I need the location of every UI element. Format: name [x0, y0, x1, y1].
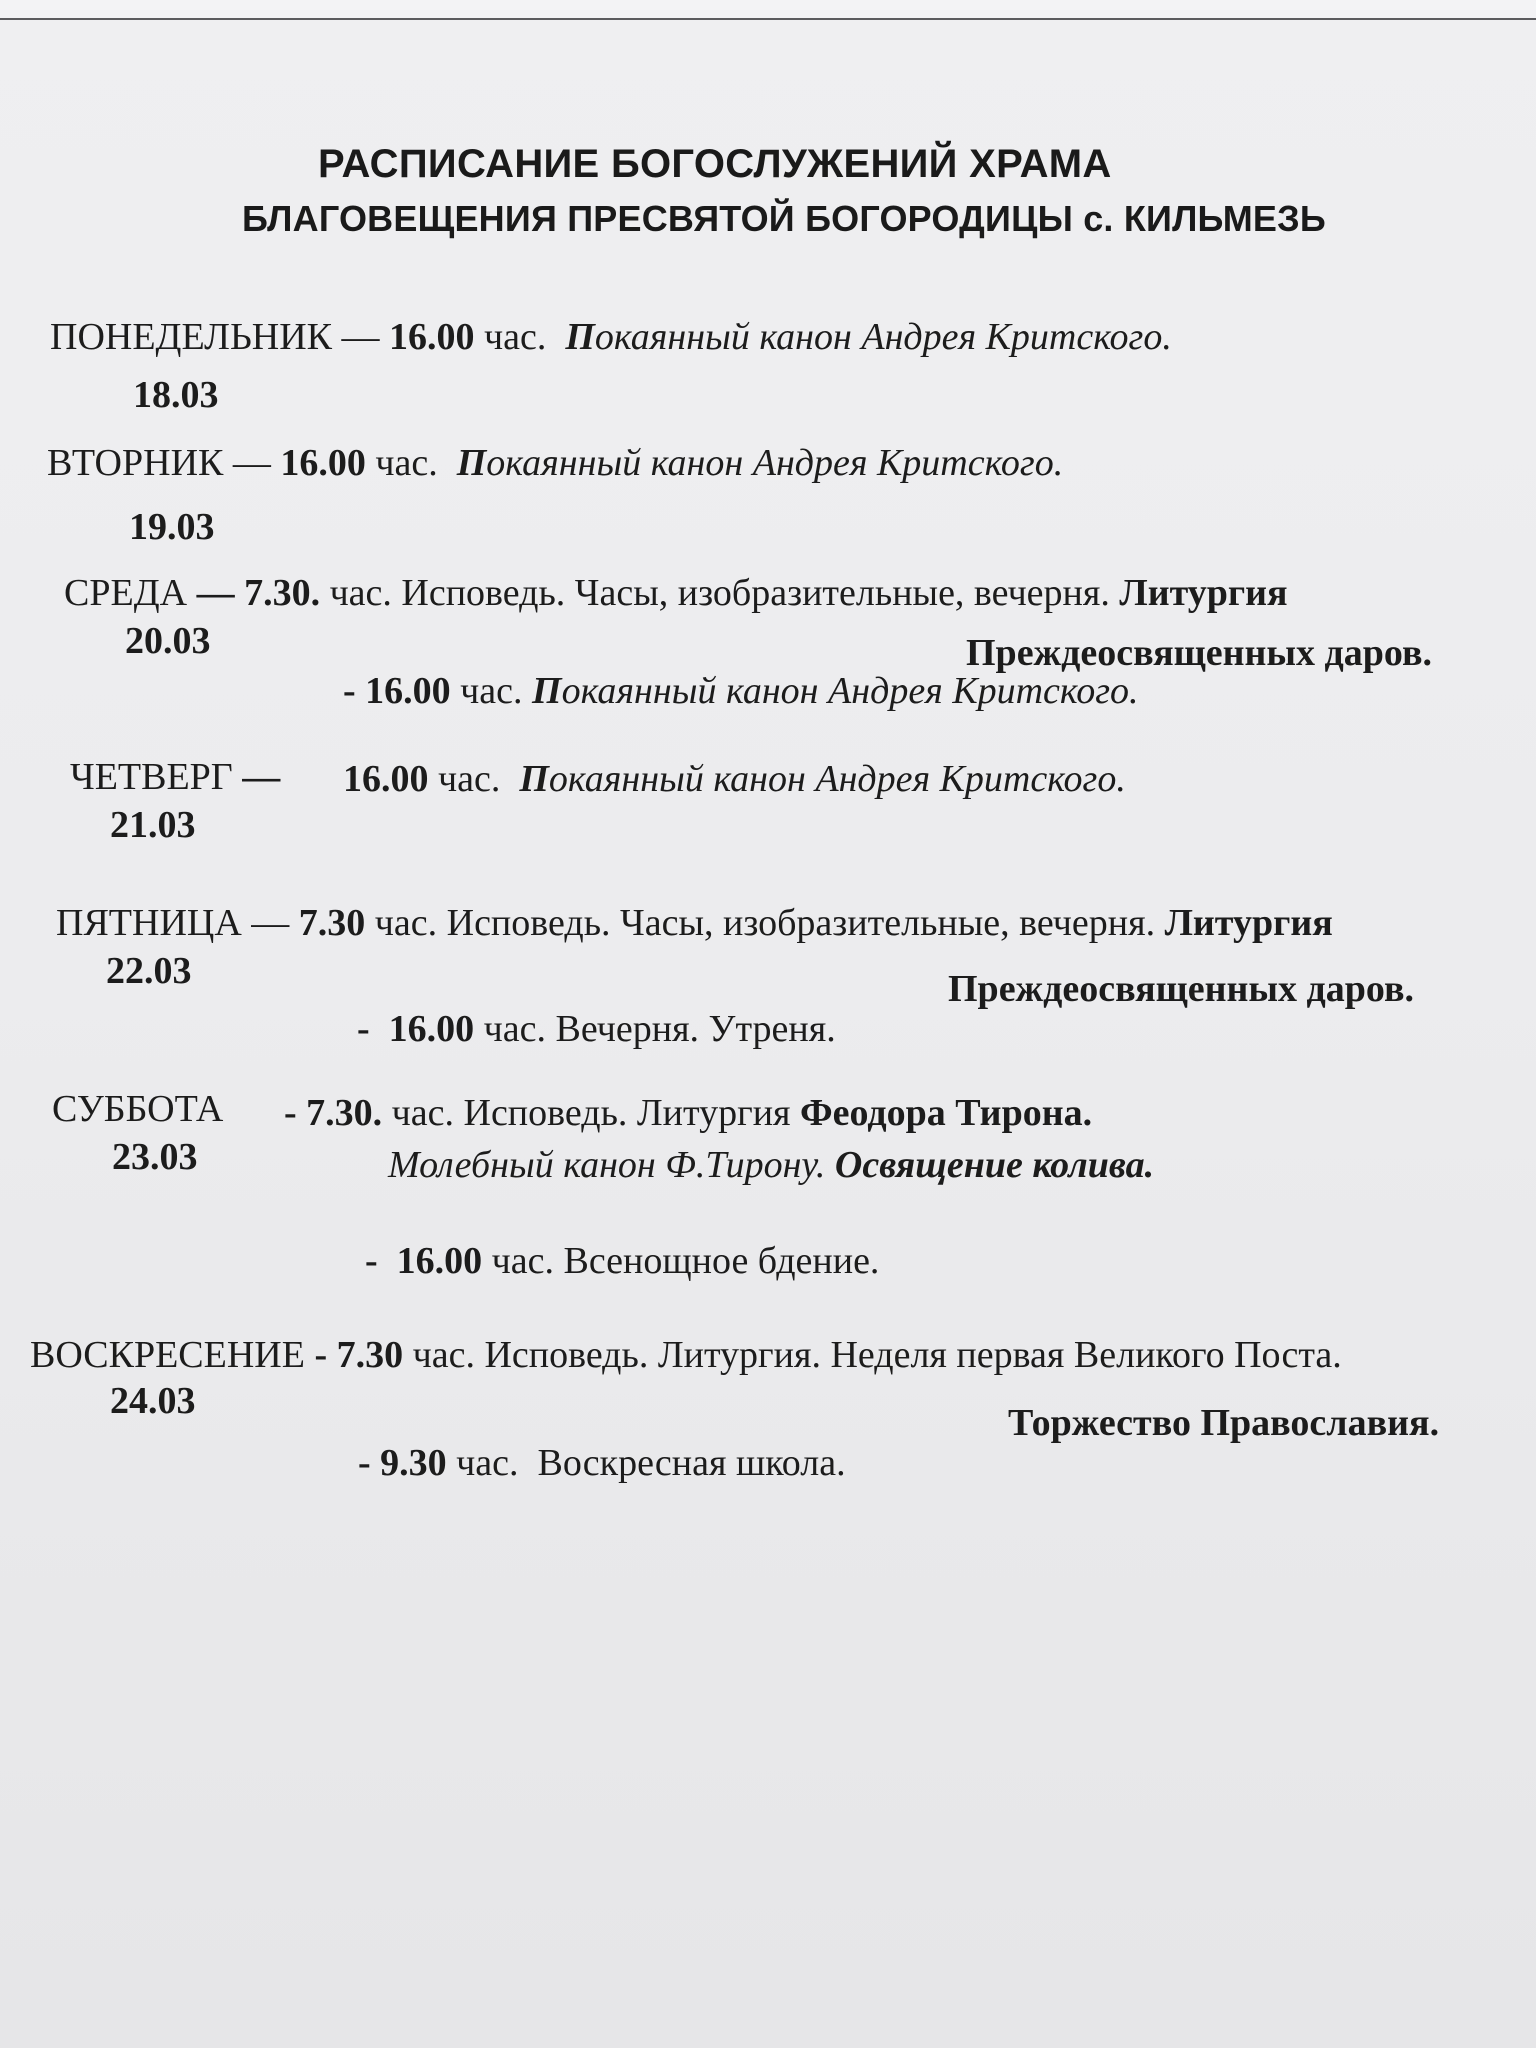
liturgy-presanctified: Преждеосвященных даров.: [966, 632, 1432, 674]
page-top-strip: [0, 0, 1536, 18]
dash: -: [284, 1092, 307, 1134]
liturgy-word: Литургия: [1119, 572, 1288, 614]
day-name: ВОСКРЕСЕНИЕ: [30, 1334, 305, 1376]
service-description: час. Исповедь. Часы, изобразительные, вечерня.: [365, 902, 1165, 944]
service-description: Всенощное бдение.: [554, 1240, 880, 1282]
sunday-line: [30, 1336, 1342, 1374]
service-time: 9.30: [380, 1442, 447, 1484]
liturgy-word: Литургия: [1164, 902, 1333, 944]
service-description: час. Исповедь. Литургия: [382, 1092, 801, 1134]
sunday-date: 24.03: [110, 1380, 196, 1422]
day-name: ВТОРНИК: [47, 442, 224, 484]
service-initial: П: [519, 758, 549, 800]
dash: -: [365, 1240, 397, 1282]
service-time: 16.00: [388, 1008, 475, 1050]
time-unit: час.: [428, 758, 520, 800]
service-time: 16.00: [365, 670, 451, 712]
service-time: 7.30: [336, 1334, 404, 1376]
wednesday-date: 20.03: [125, 620, 211, 662]
service-time: 7.30.: [244, 572, 321, 614]
dash: —: [241, 902, 299, 944]
friday-evening-line: [357, 1010, 836, 1048]
time-unit: час.: [482, 1240, 554, 1282]
day-name: ПОНЕДЕЛЬНИК: [50, 316, 332, 358]
thursday-date: 21.03: [110, 804, 196, 846]
church-name: БЛАГОВЕЩЕНИЯ ПРЕСВЯТОЙ БОГОРОДИЦЫ с. КИЛЬМЕЗЬ: [242, 198, 1326, 239]
saturday-day: СУББОТА: [52, 1088, 224, 1130]
service-description: час. Воскресная школа.: [446, 1442, 846, 1484]
day-name: СРЕДА: [64, 572, 188, 614]
dash: -: [357, 1008, 389, 1050]
service-time: 16.00: [396, 1240, 483, 1282]
tuesday-date: 19.03: [129, 506, 215, 548]
service-description: час. Вечерня. Утреня.: [474, 1008, 836, 1050]
dash: —: [187, 572, 245, 614]
monday-date: 18.03: [133, 374, 219, 416]
liturgy-presanctified: Преждеосвященных даров.: [948, 968, 1414, 1010]
paper-edge: [0, 18, 1536, 20]
dash: —: [232, 756, 281, 798]
service-time: 16.00: [280, 442, 366, 484]
orthodoxy-triumph: Торжество Православия.: [1008, 1402, 1440, 1444]
service-time: 7.30.: [306, 1092, 383, 1134]
sunday-school-line: [358, 1444, 846, 1482]
wednesday-evening-line: [343, 672, 1139, 710]
time-unit: час.: [365, 442, 457, 484]
service-description: час. Исповедь. Литургия. Неделя первая Великого Поста.: [403, 1334, 1342, 1376]
service-description: час. Исповедь. Часы, изобразительные, вечерня.: [320, 572, 1120, 614]
service-initial: П: [565, 316, 595, 358]
service-name: окаянный канон Андрея Критского.: [486, 442, 1064, 484]
day-name: ПЯТНИЦА: [56, 902, 242, 944]
service-time: 7.30: [298, 902, 366, 944]
service-name: окаянный канон Андрея Критского.: [561, 670, 1139, 712]
service-time: 16.00: [389, 316, 475, 358]
dash: -: [304, 1334, 337, 1376]
dash: -: [358, 1442, 381, 1484]
friday-line: [56, 904, 1333, 942]
monday-line: [50, 318, 1172, 356]
dash: -: [343, 670, 366, 712]
feast-name: Феодора Тирона.: [800, 1092, 1093, 1134]
thursday-day: [70, 758, 280, 796]
koliva-blessing: Освящение колива.: [834, 1144, 1155, 1186]
time-unit: час.: [450, 670, 532, 712]
service-time: 16.00: [343, 758, 429, 800]
saturday-evening-line: [365, 1242, 879, 1280]
tuesday-line: [47, 444, 1063, 482]
service-name: окаянный канон Андрея Критского.: [548, 758, 1126, 800]
service-initial: П: [456, 442, 487, 484]
wednesday-line: [64, 574, 1288, 612]
saturday-line: [284, 1094, 1092, 1132]
day-name: ЧЕТВЕРГ: [70, 756, 233, 798]
time-unit: час.: [474, 316, 566, 358]
service-name: окаянный канон Андрея Критского.: [594, 316, 1172, 358]
saturday-date: 23.03: [112, 1136, 198, 1178]
thursday-service: [343, 760, 1126, 798]
schedule-title: РАСПИСАНИЕ БОГОСЛУЖЕНИЙ ХРАМА: [318, 142, 1112, 186]
friday-date: 22.03: [106, 950, 192, 992]
moleben-text: Молебный канон Ф.Тирону.: [388, 1144, 835, 1186]
saturday-moleben-line: [388, 1146, 1154, 1184]
service-initial: П: [532, 670, 562, 712]
dash: —: [223, 442, 281, 484]
dash: —: [332, 316, 389, 358]
